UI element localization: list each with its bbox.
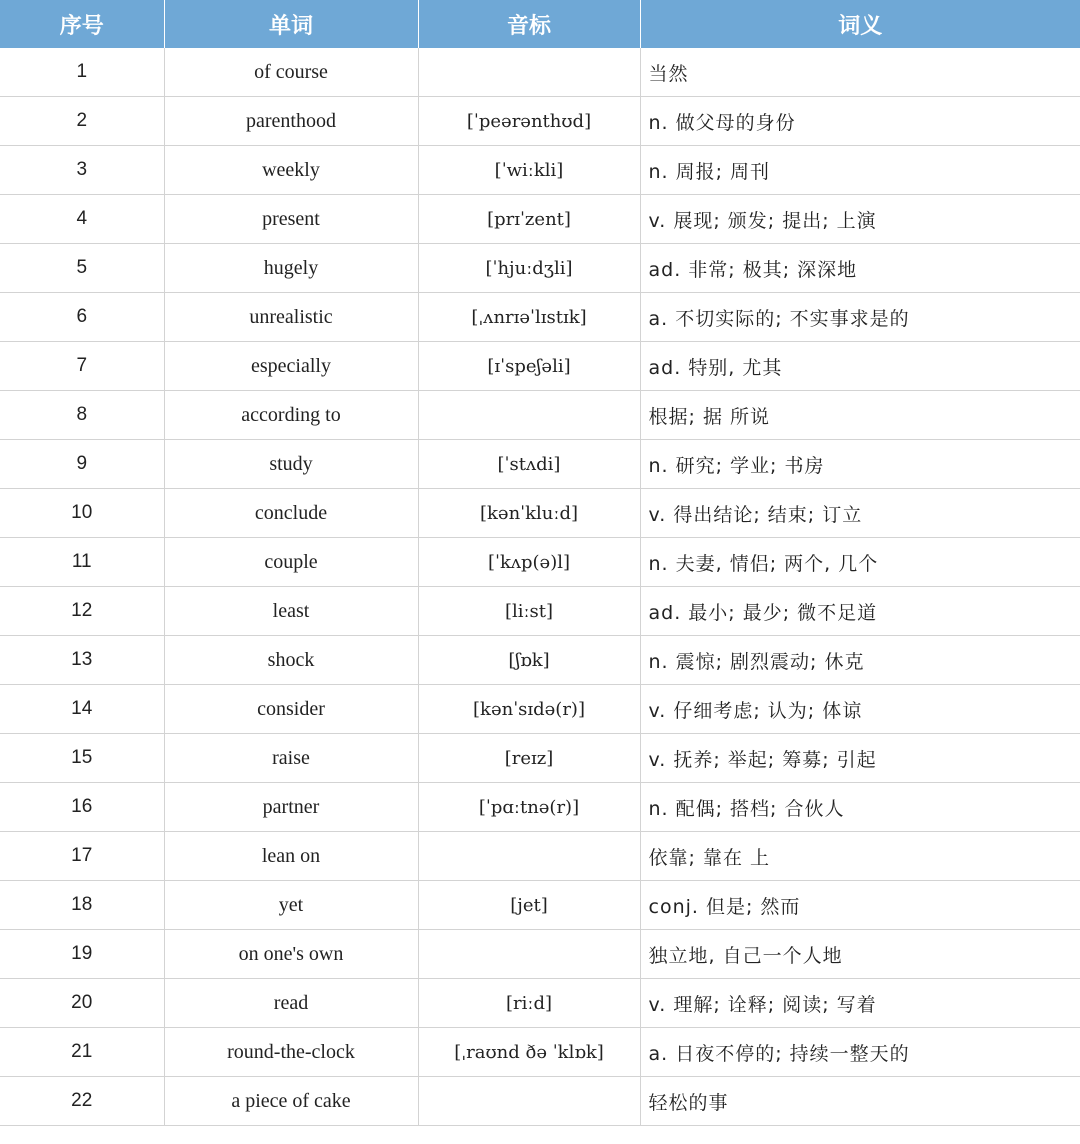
row-number: 1 (0, 48, 164, 97)
table-row (0, 636, 1080, 685)
row-meaning: n. 配偶; 搭档; 合伙人 (640, 783, 1080, 832)
row-number: 13 (0, 636, 164, 685)
row-number: 12 (0, 587, 164, 636)
table-row (0, 97, 1080, 146)
table-row (0, 489, 1080, 538)
row-phonetic: [reɪz] (418, 734, 640, 783)
table-row (0, 881, 1080, 930)
row-word: raise (164, 734, 418, 783)
row-phonetic: [ˌraʊnd ðə ˈklɒk] (418, 1028, 640, 1077)
row-meaning: v. 抚养; 举起; 筹募; 引起 (640, 734, 1080, 783)
row-number: 3 (0, 146, 164, 195)
row-word: yet (164, 881, 418, 930)
header-number: 序号 (0, 0, 164, 48)
row-number: 20 (0, 979, 164, 1028)
row-word: partner (164, 783, 418, 832)
row-meaning: a. 日夜不停的; 持续一整天的 (640, 1028, 1080, 1077)
row-phonetic: [ˈwiːkli] (418, 146, 640, 195)
row-phonetic: [ˈpɑːtnə(r)] (418, 783, 640, 832)
row-phonetic: [ˈstʌdi] (418, 440, 640, 489)
table-row (0, 244, 1080, 293)
row-meaning: a. 不切实际的; 不实事求是的 (640, 293, 1080, 342)
row-word: round-the-clock (164, 1028, 418, 1077)
row-word: especially (164, 342, 418, 391)
row-phonetic (418, 48, 640, 97)
row-word: hugely (164, 244, 418, 293)
table-row (0, 832, 1080, 881)
row-number: 18 (0, 881, 164, 930)
row-meaning: v. 展现; 颁发; 提出; 上演 (640, 195, 1080, 244)
row-meaning: 当然 (640, 48, 1080, 97)
table-row (0, 48, 1080, 97)
row-word: on one's own (164, 930, 418, 979)
table-row (0, 1077, 1080, 1126)
row-phonetic: [kənˈsɪdə(r)] (418, 685, 640, 734)
row-meaning: v. 仔细考虑; 认为; 体谅 (640, 685, 1080, 734)
row-number: 5 (0, 244, 164, 293)
row-meaning: 轻松的事 (640, 1077, 1080, 1126)
row-number: 2 (0, 97, 164, 146)
row-meaning: n. 周报; 周刊 (640, 146, 1080, 195)
header-phonetic: 音标 (418, 0, 640, 48)
row-word: couple (164, 538, 418, 587)
row-number: 22 (0, 1077, 164, 1126)
row-word: a piece of cake (164, 1077, 418, 1126)
row-word: conclude (164, 489, 418, 538)
header-meaning: 词义 (640, 0, 1080, 48)
row-phonetic (418, 1077, 640, 1126)
row-word: consider (164, 685, 418, 734)
row-number: 15 (0, 734, 164, 783)
row-phonetic: [kənˈkluːd] (418, 489, 640, 538)
row-number: 10 (0, 489, 164, 538)
row-phonetic: [prɪˈzent] (418, 195, 640, 244)
row-number: 7 (0, 342, 164, 391)
row-word: read (164, 979, 418, 1028)
row-phonetic: [ʃɒk] (418, 636, 640, 685)
row-meaning: n. 做父母的身份 (640, 97, 1080, 146)
row-word: of course (164, 48, 418, 97)
row-word: shock (164, 636, 418, 685)
row-phonetic: [ˈkʌp(ə)l] (418, 538, 640, 587)
table-row (0, 734, 1080, 783)
row-meaning: v. 理解; 诠释; 阅读; 写着 (640, 979, 1080, 1028)
row-phonetic (418, 391, 640, 440)
header-word: 单词 (164, 0, 418, 48)
header-row (0, 0, 1080, 48)
row-phonetic (418, 832, 640, 881)
row-meaning: ad. 特别, 尤其 (640, 342, 1080, 391)
row-meaning: 依靠; 靠在 上 (640, 832, 1080, 881)
table-row (0, 1028, 1080, 1077)
table-row (0, 342, 1080, 391)
row-phonetic (418, 930, 640, 979)
row-word: weekly (164, 146, 418, 195)
row-phonetic: [jet] (418, 881, 640, 930)
table-row (0, 783, 1080, 832)
row-phonetic: [ˈhjuːdʒli] (418, 244, 640, 293)
row-number: 16 (0, 783, 164, 832)
table-row (0, 685, 1080, 734)
row-number: 21 (0, 1028, 164, 1077)
row-number: 17 (0, 832, 164, 881)
table-row (0, 587, 1080, 636)
row-word: present (164, 195, 418, 244)
row-number: 11 (0, 538, 164, 587)
row-meaning: n. 夫妻, 情侣; 两个, 几个 (640, 538, 1080, 587)
row-meaning: 根据; 据 所说 (640, 391, 1080, 440)
table-body (0, 48, 1080, 1126)
table-row (0, 146, 1080, 195)
row-word: according to (164, 391, 418, 440)
row-word: parenthood (164, 97, 418, 146)
table-row (0, 293, 1080, 342)
row-number: 8 (0, 391, 164, 440)
row-word: lean on (164, 832, 418, 881)
row-number: 9 (0, 440, 164, 489)
row-meaning: ad. 非常; 极其; 深深地 (640, 244, 1080, 293)
row-meaning: 独立地, 自己一个人地 (640, 930, 1080, 979)
row-phonetic: [liːst] (418, 587, 640, 636)
table-row (0, 979, 1080, 1028)
row-meaning: n. 震惊; 剧烈震动; 休克 (640, 636, 1080, 685)
table-row (0, 391, 1080, 440)
table-row (0, 930, 1080, 979)
table-row (0, 538, 1080, 587)
row-meaning: n. 研究; 学业; 书房 (640, 440, 1080, 489)
row-phonetic: [ˌʌnrɪəˈlɪstɪk] (418, 293, 640, 342)
row-phonetic: [ɪˈspeʃəli] (418, 342, 640, 391)
row-number: 6 (0, 293, 164, 342)
row-number: 19 (0, 930, 164, 979)
row-number: 4 (0, 195, 164, 244)
row-meaning: v. 得出结论; 结束; 订立 (640, 489, 1080, 538)
row-meaning: conj. 但是; 然而 (640, 881, 1080, 930)
table-row (0, 195, 1080, 244)
row-phonetic: [ˈpeərənthʊd] (418, 97, 640, 146)
row-word: unrealistic (164, 293, 418, 342)
table-row (0, 440, 1080, 489)
row-number: 14 (0, 685, 164, 734)
row-word: study (164, 440, 418, 489)
row-phonetic: [riːd] (418, 979, 640, 1028)
row-meaning: ad. 最小; 最少; 微不足道 (640, 587, 1080, 636)
row-word: least (164, 587, 418, 636)
